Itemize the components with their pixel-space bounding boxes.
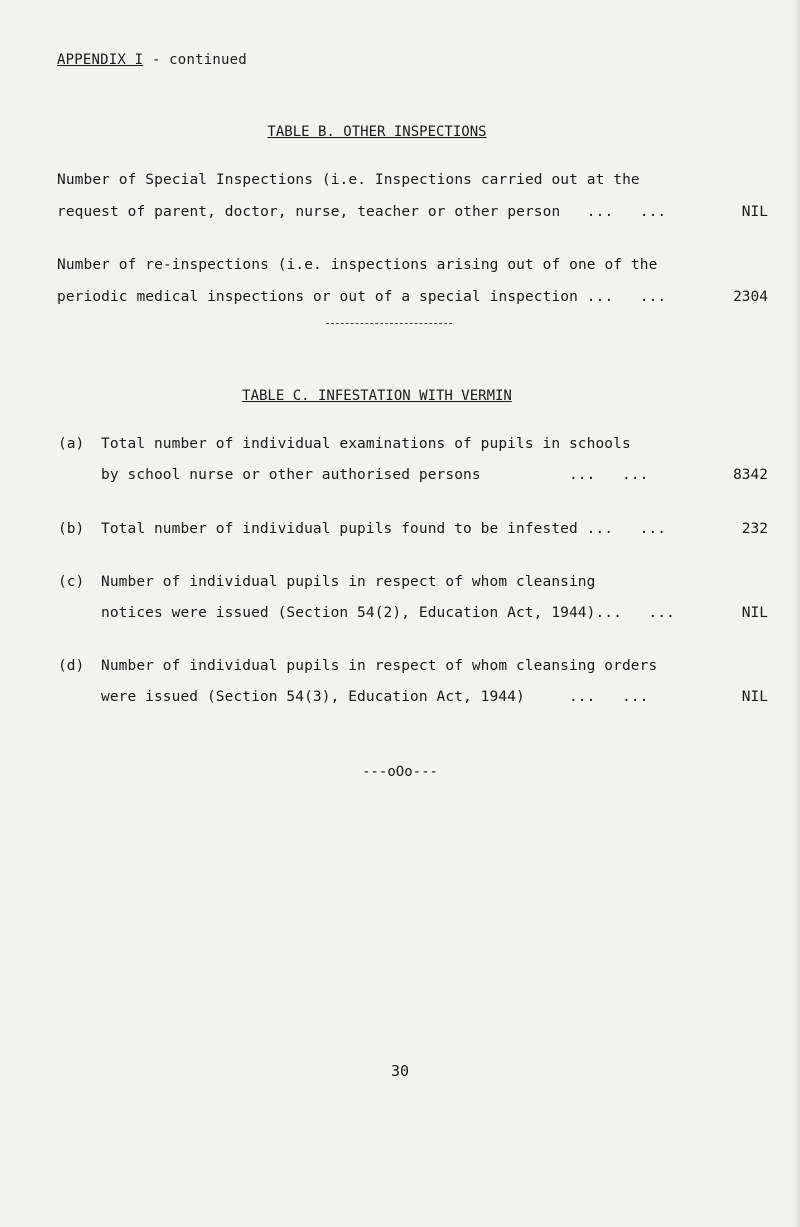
table-c-row-c-value: NIL bbox=[741, 605, 768, 621]
table-c-row-a-label: (a) bbox=[58, 436, 85, 452]
end-separator: ---oOo--- bbox=[362, 764, 438, 780]
table-c-title: TABLE C. INFESTATION WITH VERMIN bbox=[242, 388, 512, 404]
page-number: 30 bbox=[390, 1062, 410, 1080]
table-b-row-1-line-2: request of parent, doctor, nurse, teacher or other person ... ... bbox=[57, 204, 667, 220]
table-c-row-c-line-2: notices were issued (Section 54(2), Education Act, 1944)... ... bbox=[101, 605, 675, 621]
table-b-row-1-line-1: Number of Special Inspections (i.e. Inspections carried out at the bbox=[57, 172, 640, 188]
table-b-row-2-line-1: Number of re-inspections (i.e. inspections arising out of one of the bbox=[57, 257, 658, 273]
page-edge-shadow bbox=[794, 0, 800, 1227]
table-c-row-d-line-2: were issued (Section 54(3), Education Act, 1944) ... ... bbox=[101, 689, 649, 705]
section-divider bbox=[326, 323, 452, 324]
table-b-row-2-line-2: periodic medical inspections or out of a special inspection ... ... bbox=[57, 289, 667, 305]
table-c-row-c-label: (c) bbox=[58, 574, 85, 590]
table-c-row-b-value: 232 bbox=[741, 521, 768, 537]
table-c-row-a-line-2: by school nurse or other authorised persons ... ... bbox=[101, 467, 649, 483]
table-b-title: TABLE B. OTHER INSPECTIONS bbox=[267, 124, 487, 140]
table-c-row-b-line-1: Total number of individual pupils found to be infested ... ... bbox=[101, 521, 667, 537]
table-c-row-a-value: 8342 bbox=[733, 467, 768, 483]
table-c-row-b-label: (b) bbox=[58, 521, 85, 537]
table-c-row-d-line-1: Number of individual pupils in respect of whom cleansing orders bbox=[101, 658, 658, 674]
table-c-row-a-line-1: Total number of individual examinations of pupils in schools bbox=[101, 436, 631, 452]
table-b-row-1-value: NIL bbox=[741, 204, 768, 220]
table-c-row-d-value: NIL bbox=[741, 689, 768, 705]
appendix-continued: - continued bbox=[143, 52, 247, 68]
appendix-heading bbox=[57, 52, 247, 68]
table-c-row-d-label: (d) bbox=[58, 658, 85, 674]
appendix-label: APPENDIX I bbox=[57, 52, 144, 68]
table-b-row-2-value: 2304 bbox=[733, 289, 768, 305]
table-c-row-c-line-1: Number of individual pupils in respect of whom cleansing bbox=[101, 574, 596, 590]
